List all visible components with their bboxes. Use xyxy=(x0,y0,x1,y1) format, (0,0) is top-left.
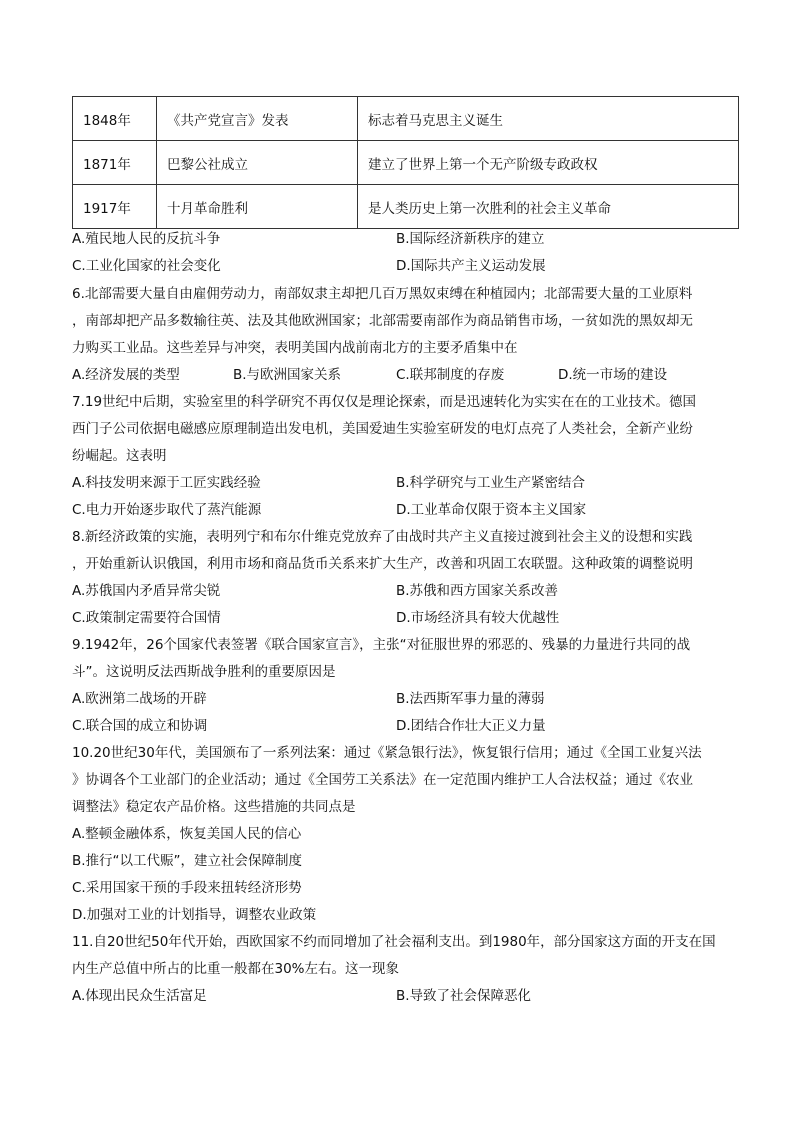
year-cell: 1917年 xyxy=(73,185,157,229)
q11-stem-line-2: 内生产总值中所占的比重一般都在30%左右。这一现象 xyxy=(72,961,400,977)
year-cell: 1848年 xyxy=(73,97,157,141)
meaning-cell: 是人类历史上第一次胜利的社会主义革命 xyxy=(358,185,739,229)
q9-option-b: B.法西斯军事力量的薄弱 xyxy=(396,691,545,707)
meaning-cell: 标志着马克思主义诞生 xyxy=(358,97,739,141)
q9-option-d: D.团结合作壮大正义力量 xyxy=(396,718,546,734)
q8-stem-line-1: 8.新经济政策的实施，表明列宁和布尔什维克党放弃了由战时共产主义直接过渡到社会主义的设想和实践 xyxy=(72,529,693,545)
q8-option-a: A.苏俄国内矛盾异常尖锐 xyxy=(72,583,221,599)
q9-stem-line-1: 9.1942年，26个国家代表签署《联合国家宣言》，主张“对征服世界的邪恶的、残暴的力量进行共同的战 xyxy=(72,637,691,653)
table-row xyxy=(73,141,739,185)
q8-option-b: B.苏俄和西方国家关系改善 xyxy=(396,583,559,599)
q11-stem-line-1: 11.自20世纪50年代开始，西欧国家不约而同增加了社会福利支出。到1980年，部分国家这方面的开支在国 xyxy=(72,934,716,950)
q7-stem-line-3: 纷崛起。这表明 xyxy=(72,448,167,464)
q6-option-c: C.联邦制度的存废 xyxy=(396,367,505,383)
event-cell: 十月革命胜利 xyxy=(157,185,358,229)
q5-option-d: D.国际共产主义运动发展 xyxy=(396,258,546,274)
q10-stem-line-3: 调整法》稳定农产品价格。这些措施的共同点是 xyxy=(72,799,356,815)
event-cell: 《共产党宣言》发表 xyxy=(157,97,358,141)
year-cell: 1871年 xyxy=(73,141,157,185)
q5-option-c: C.工业化国家的社会变化 xyxy=(72,258,221,274)
q7-stem-line-1: 7.19世纪中后期，实验室里的科学研究不再仅仅是理论探索，而是迅速转化为实实在在的工业技术。德国 xyxy=(72,394,697,410)
q8-option-d: D.市场经济具有较大优越性 xyxy=(396,610,560,626)
q10-option-d: D.加强对工业的计划指导，调整农业政策 xyxy=(72,907,317,923)
q7-option-a: A.科技发明来源于工匠实践经验 xyxy=(72,475,261,491)
q7-option-d: D.工业革命仅限于资本主义国家 xyxy=(396,502,587,518)
q7-option-c: C.电力开始逐步取代了蒸汽能源 xyxy=(72,502,262,518)
q6-stem-line-3: 力购买工业品。这些差异与冲突，表明美国内战前南北方的主要矛盾集中在 xyxy=(72,340,518,356)
q6-option-b: B.与欧洲国家关系 xyxy=(233,367,342,383)
q8-option-c: C.政策制定需要符合国情 xyxy=(72,610,221,626)
q11-option-b: B.导致了社会保障恶化 xyxy=(396,988,532,1004)
q10-option-b: B.推行“以工代赈”，建立社会保障制度 xyxy=(72,853,303,869)
q5-option-b: B.国际经济新秩序的建立 xyxy=(396,231,545,247)
q5-option-a: A.殖民地人民的反抗斗争 xyxy=(72,231,221,247)
meaning-cell: 建立了世界上第一个无产阶级专政政权 xyxy=(358,141,739,185)
history-events-table xyxy=(72,96,739,229)
q10-option-a: A.整顿金融体系，恢复美国人民的信心 xyxy=(72,826,302,842)
q7-option-b: B.科学研究与工业生产紧密结合 xyxy=(396,475,586,491)
q6-option-d: D.统一市场的建设 xyxy=(558,367,668,383)
q6-stem-line-2: ，南部却把产品多数输往英、法及其他欧洲国家；北部需要南部作为商品销售市场，一贫如洗的黑奴却无 xyxy=(72,313,693,329)
table-row xyxy=(73,97,739,141)
q11-option-a: A.体现出民众生活富足 xyxy=(72,988,207,1004)
q6-stem-line-1: 6.北部需要大量自由雇佣劳动力，南部奴隶主却把几百万黑奴束缚在种植园内；北部需要大量的工业原料 xyxy=(72,286,693,302)
q10-stem-line-2: 》协调各个工业部门的企业活动；通过《全国劳工关系法》在一定范围内维护工人合法权益；通过《农业 xyxy=(72,772,693,788)
q10-stem-line-1: 10.20世纪30年代，美国颁布了一系列法案：通过《紧急银行法》，恢复银行信用；通过《全国工业复兴法 xyxy=(72,745,702,761)
q7-stem-line-2: 西门子公司依据电磁感应原理制造出发电机，美国爱迪生实验室研发的电灯点亮了人类社会，全新产业纷 xyxy=(72,421,693,437)
event-cell: 巴黎公社成立 xyxy=(157,141,358,185)
table-row xyxy=(73,185,739,229)
q9-stem-line-2: 斗”。这说明反法西斯战争胜利的重要原因是 xyxy=(72,664,336,680)
q8-stem-line-2: ，开始重新认识俄国，利用市场和商品货币关系来扩大生产，改善和巩固工农联盟。这种政策的调整说明 xyxy=(72,556,693,572)
q9-option-a: A.欧洲第二战场的开辟 xyxy=(72,691,207,707)
q10-option-c: C.采用国家干预的手段来扭转经济形势 xyxy=(72,880,302,896)
q6-option-a: A.经济发展的类型 xyxy=(72,367,180,383)
q9-option-c: C.联合国的成立和协调 xyxy=(72,718,208,734)
